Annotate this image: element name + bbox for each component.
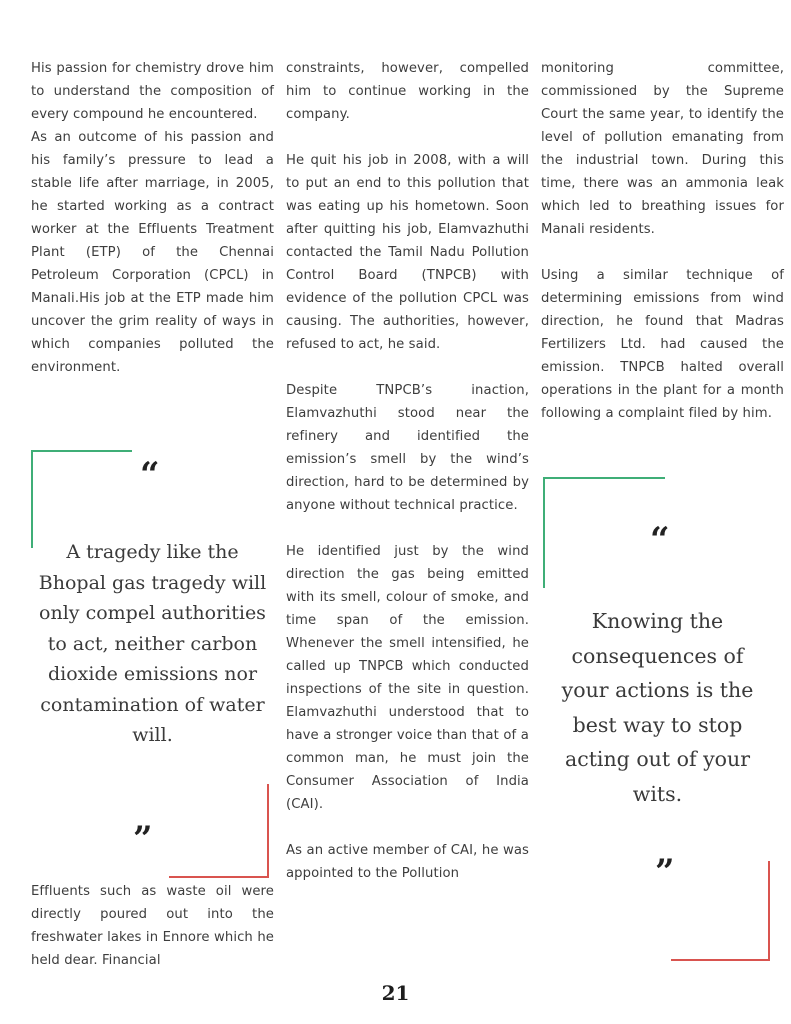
article-column-2 (286, 57, 529, 885)
article-column-3 (541, 57, 784, 425)
paragraph: monitoring committee, commissioned by the Supreme Court the same year, to identify the level of pollution emanating from the industrial town. During this time, there was an ammonia leak which led to breathing issues for Manali residents. (541, 61, 784, 237)
paragraph: He quit his job in 2008, with a will to put an end to this pollution that was eating up his hometown. Soon after quitting his job, Elamvazhuthi contacted the Tamil Nadu Pollution Control Board (TNPCB) with evidence of the pollution CPCL was causing. The authorities, however, refused to act, he said. (286, 153, 529, 352)
quote-bracket-bottom-right (169, 876, 269, 878)
paragraph: His passion for chemistry drove him to understand the composition of every compound he encountered. (31, 61, 274, 122)
quote-bracket-top-left (543, 477, 665, 479)
paragraph: Using a similar technique of determining emissions from wind direction, he found that Madras Fertilizers Ltd. had caused the emission. TNPCB halted overall operations in the plant for a month following a complaint filed by him. (541, 268, 784, 421)
pull-quote-text: Knowing the consequences of your actions is the best way to stop acting out of your wits. (561, 609, 754, 806)
pull-quote-text: A tragedy like the Bhopal gas tragedy will only compel authorities to act, neither carbon dioxide emissions nor contamination of water will. (38, 541, 267, 746)
open-quote-icon: “ (140, 455, 160, 495)
open-quote-icon: “ (650, 520, 670, 560)
close-quote-icon: ” (133, 819, 153, 859)
paragraph: Effluents such as waste oil were directly poured out into the freshwater lakes in Ennore which he held dear. Financial (31, 884, 274, 968)
article-column-1-continued (31, 880, 274, 972)
paragraph: As an outcome of his passion and his family’s pressure to lead a stable life after marriage, in 2005, he started working as a contract worker at the Effluents Treatment Plant (ETP) of the Chennai Petroleum Corporation (CPCL) in Manali.His job at the ETP made him uncover the grim reality of ways in which companies polluted the environment. (31, 130, 274, 375)
paragraph: constraints, however, compelled him to continue working in the company. (286, 61, 529, 122)
paragraph: Despite TNPCB’s inaction, Elamvazhuthi stood near the refinery and identified the emission’s smell by the wind’s direction, hard to be determined by anyone without technical practice. (286, 383, 529, 513)
quote-bracket-bottom-right (768, 861, 770, 961)
paragraph: As an active member of CAI, he was appointed to the Pollution (286, 843, 529, 881)
quote-bracket-bottom-right (267, 784, 269, 878)
paragraph: He identified just by the wind direction the gas being emitted with its smell, colour of smoke, and time span of the emission. Whenever the smell intensified, he called up TNPCB which conducted inspections of the site in question. Elamvazhuthi understood that to have a stronger voice than that of a common man, he must join the Consumer Association of India (CAI). (286, 544, 529, 812)
quote-bracket-top-left (31, 450, 33, 548)
quote-bracket-top-left (543, 477, 545, 588)
close-quote-icon: ” (655, 852, 675, 892)
page-number: 21 (381, 981, 410, 1005)
quote-bracket-bottom-right (671, 959, 770, 961)
quote-bracket-top-left (31, 450, 132, 452)
article-column-1 (31, 57, 274, 379)
